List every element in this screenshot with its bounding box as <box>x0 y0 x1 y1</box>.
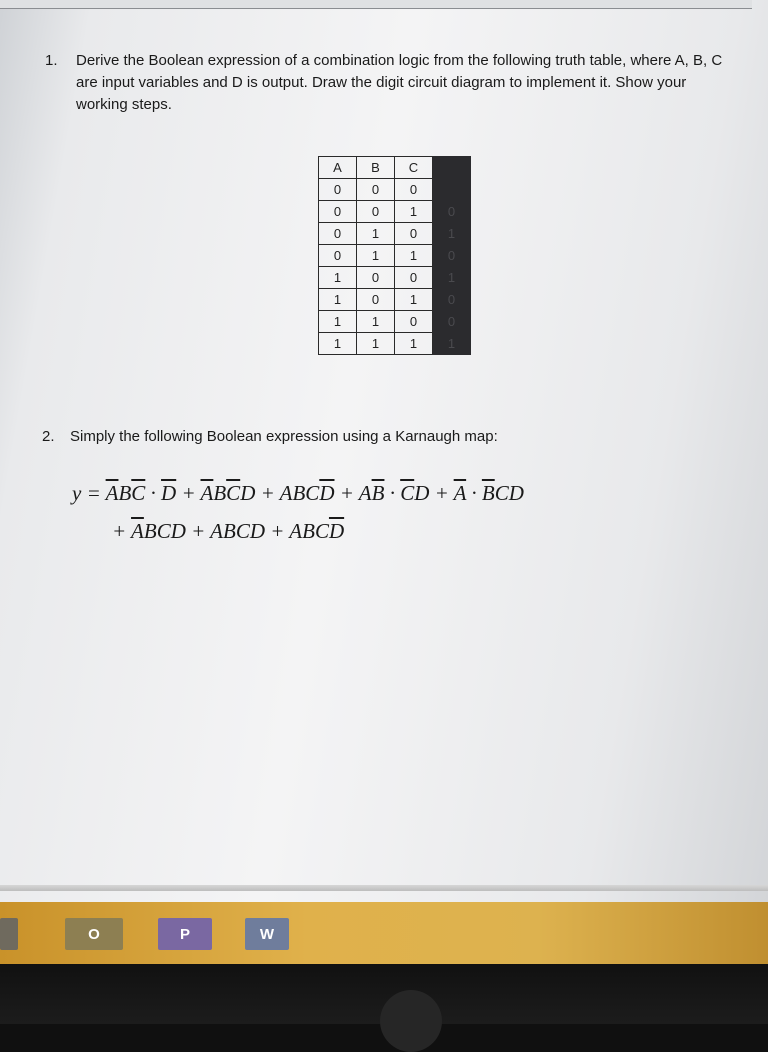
header-a: A <box>319 157 357 179</box>
header-c: C <box>395 157 433 179</box>
cell-b: 0 <box>357 289 395 311</box>
cell-a: 0 <box>319 179 357 201</box>
table-row <box>319 289 471 311</box>
cell-c: 1 <box>395 245 433 267</box>
page-bottom-edge <box>0 885 768 891</box>
cell-a: 0 <box>319 245 357 267</box>
cell-a: 0 <box>319 201 357 223</box>
cell-c: 1 <box>395 333 433 355</box>
cell-c: 0 <box>395 267 433 289</box>
table-row <box>319 333 471 355</box>
cell-d <box>433 179 471 201</box>
project-taskbar-icon[interactable]: P <box>158 918 212 950</box>
cell-a: 1 <box>319 311 357 333</box>
cell-c: 1 <box>395 201 433 223</box>
cell-d: 1 <box>433 333 471 355</box>
cell-b: 1 <box>357 245 395 267</box>
header-b: B <box>357 157 395 179</box>
question-2-text: Simply the following Boolean expression using a Karnaugh map: <box>70 428 498 445</box>
question-2-number: 2. <box>42 428 55 445</box>
cell-d: 0 <box>433 289 471 311</box>
cell-b: 1 <box>357 333 395 355</box>
truth-table <box>318 156 471 355</box>
cell-a: 1 <box>319 267 357 289</box>
cell-d: 1 <box>433 223 471 245</box>
file-explorer-icon[interactable] <box>0 918 18 950</box>
table-row <box>319 179 471 201</box>
table-row <box>319 223 471 245</box>
boolean-expression-line-2: + $\overline{A}BCD$ + ABCD + $ABC\overline{D}$ <box>112 519 345 543</box>
cell-b: 0 <box>357 201 395 223</box>
cell-a: 1 <box>319 333 357 355</box>
cell-b: 1 <box>357 311 395 333</box>
cell-d: 0 <box>433 245 471 267</box>
hp-logo-icon <box>380 990 442 1052</box>
cell-d: 0 <box>433 201 471 223</box>
table-row <box>319 245 471 267</box>
question-1-text: Derive the Boolean expression of a combination logic from the following truth table, where A, B, C are input variables and D is output. Draw the digit circuit diagram to implement it. Show your working steps. <box>76 52 723 113</box>
cell-b: 0 <box>357 267 395 289</box>
cell-c: 0 <box>395 311 433 333</box>
word-taskbar-icon[interactable]: W <box>245 918 289 950</box>
table-row <box>319 311 471 333</box>
boolean-expression-line-1: $y = \overline{A}B\overline{C} \cdot \overline{D} + \overline{A}B\overline{C}D + ABC\overline{D} + A\overline{B} \cdot \overline{C}D + \overline{A} \cdot \overline{B}CD$ <box>72 481 524 505</box>
cell-b: 0 <box>357 179 395 201</box>
cell-a: 1 <box>319 289 357 311</box>
cell-c: 1 <box>395 289 433 311</box>
truth-table-header-row <box>319 157 471 179</box>
previous-page-edge <box>0 0 752 9</box>
table-row <box>319 201 471 223</box>
cell-d: 1 <box>433 267 471 289</box>
outlook-taskbar-icon[interactable]: O <box>65 918 123 950</box>
cell-b: 1 <box>357 223 395 245</box>
table-row <box>319 267 471 289</box>
cell-c: 0 <box>395 179 433 201</box>
cell-a: 0 <box>319 223 357 245</box>
taskbar <box>0 902 768 964</box>
cell-d: 0 <box>433 311 471 333</box>
question-1-number: 1. <box>45 52 58 69</box>
header-d-obscured <box>433 157 471 179</box>
cell-c: 0 <box>395 223 433 245</box>
